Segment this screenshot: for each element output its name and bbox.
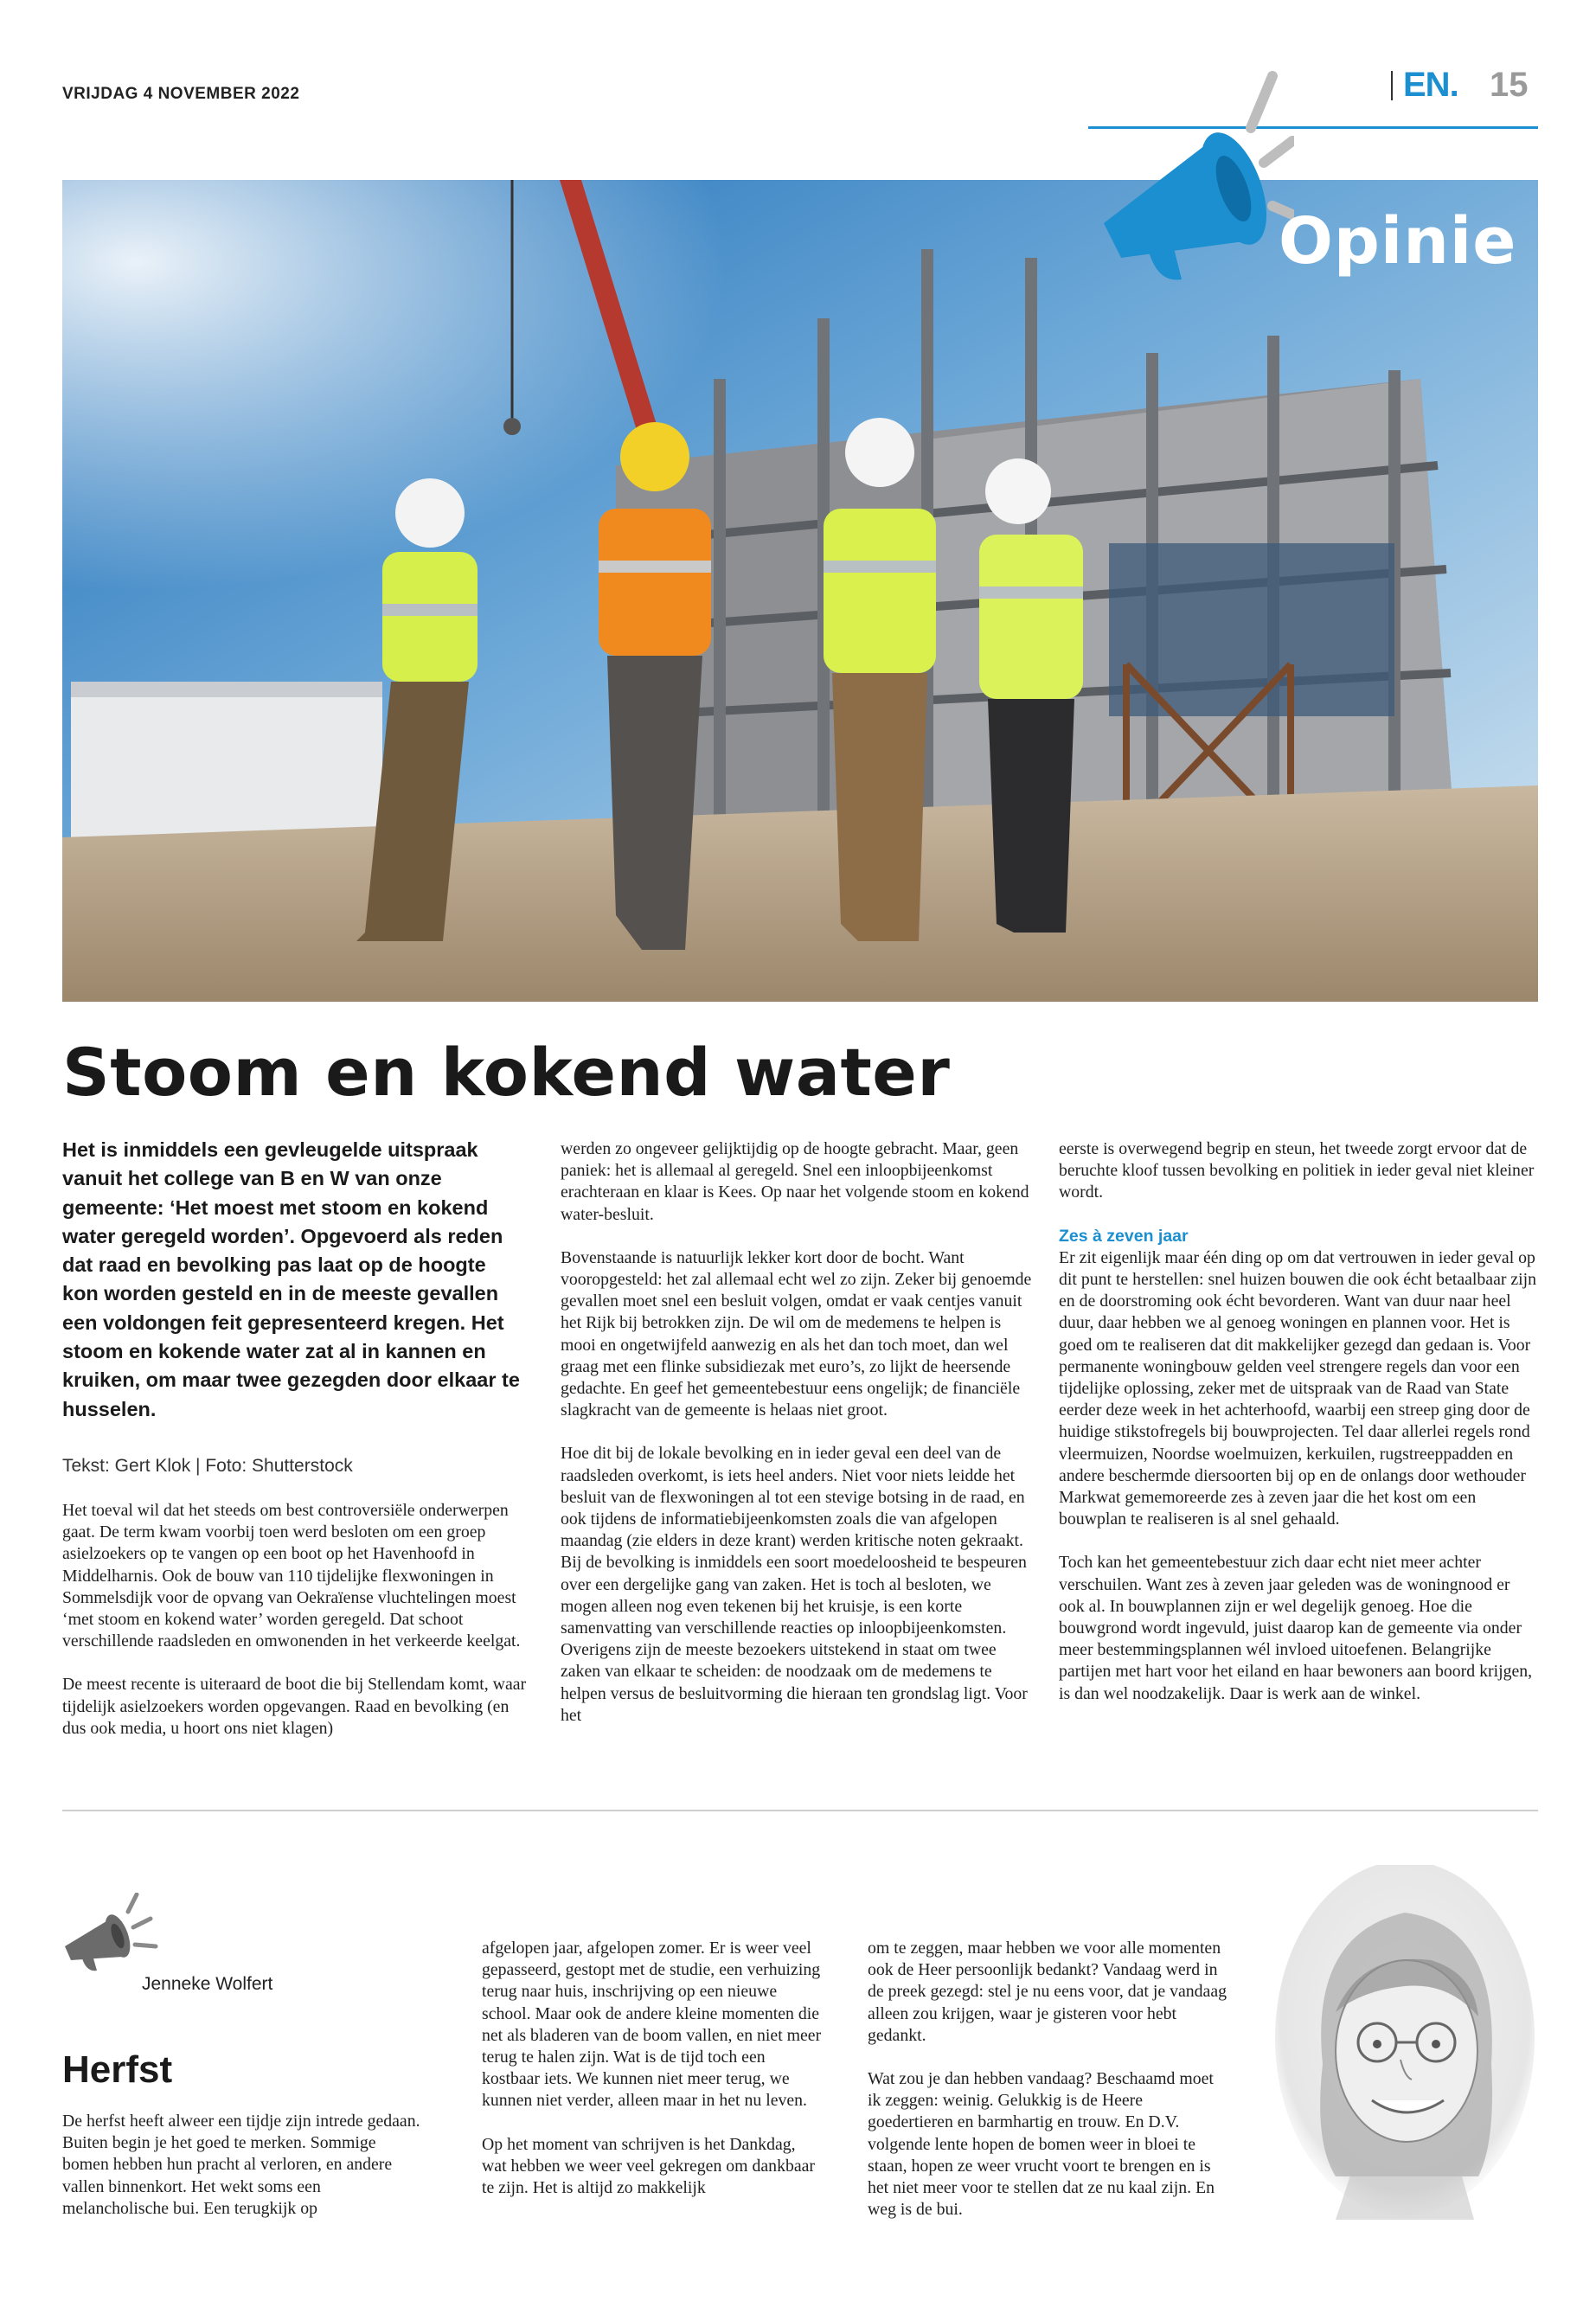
article-column-2 xyxy=(561,1138,1035,1748)
column-text-1 xyxy=(62,2111,426,2241)
paragraph: eerste is overwegend begrip en steun, het tweede zorgt ervoor dat de beruchte kloof tussen bevolking en politiek in ieder geval niet kleiner wordt. xyxy=(1059,1139,1535,1202)
column-title: Herfst xyxy=(62,2048,173,2091)
article-lead: Het is inmiddels een gevleugelde uitspraak vanuit het college van B en W van onze gemeente: ‘Het moest met stoom en kokend water geregeld worden’. Opgevoerd als reden dat raad en bevolking pas laat op de hoogte kon worden gesteld en in de meeste gevallen een voldongen feit gepresenteerd kregen. Het stoom en kokende water zat al in kannen en kruiken, om maar twee gezegden door elkaar te husselen. xyxy=(62,1138,520,1420)
newspaper-logo: EN. xyxy=(1403,66,1458,104)
paragraph: afgelopen jaar, afgelopen zomer. Er is weer veel gepasseerd, gestopt met de studie, een verhuizing terug naar huis, inschrijving op een nieuwe school. Maar ook de andere kleine momenten die net als bladeren van de boom vallen, en niet meer terug te halen zijn. Wat is de tijd toch een kostbaar iets. We kunnen niet meer terug, we kunnen niet verder, alleen maar in het nu leven. xyxy=(482,1939,822,2111)
paragraph: Hoe dit bij de lokale bevolking en in ieder geval een deel van de raadsleden overkomt, is iets heel anders. Niet voor niets leidde het besluit van de flexwoningen al tot een stevige botsing in de raad, en ook tijdens de informatiebijeenkomsten zoals die van afgelopen maandag (zie elders in deze krant) werden kritische noten gekraakt. Bij de bevolking is inmiddels een soort moedeloosheid te bespeuren over een dergelijke gang van zaken. Het is toch al besloten, we mogen alleen nog even tekenen bij het kruisje, is een korte samenvatting van verschillende reacties op inloopbijeenkomsten. Overigens zijn de meeste bezoekers uitstekend in staat om twee zaken van elkaar te scheiden: de noodzaak om de medemens te helpen versus de besluitvorming die hieraan ten grondslag ligt. Voor het xyxy=(561,1444,1028,1725)
page-number: 15 xyxy=(1490,66,1529,104)
hero-photo xyxy=(62,180,1538,1002)
paragraph: Het toeval wil dat het steeds om best controversiële onderwerpen gaat. De term kwam voorbij toen werd besloten om een groep asielzoekers op te vangen op een boot op het Havenhoofd in Middelharnis. Ook de bouw van 110 tijdelijke flexwoningen in Sommelsdijk voor de opvang van Oekraïense vluchtelingen moest ‘met stoom en kokend water’ worden geregeld. Dat schoot verschillende raadsleden en omwonenden in het verkeerde keelgat. xyxy=(62,1501,521,1651)
issue-date: VRIJDAG 4 NOVEMBER 2022 xyxy=(62,85,300,103)
paragraph: De herfst heeft alweer een tijdje zijn intrede gedaan. Buiten begin je het goed te merken. Sommige bomen hebben hun pracht al verloren, en andere vallen binnenkort. Het wekt soms een melancholische bui. Een terugkijk op xyxy=(62,2112,420,2218)
megaphone-icon xyxy=(1086,67,1294,292)
paragraph: Er zit eigenlijk maar één ding op om dat vertrouwen in ieder geval op dit punt te herstellen: snel huizen bouwen die ook écht betaalbaar zijn en de doorstroming ook écht bevorderen. Want van duur naar heel duur, daar hebben we al genoeg woningen en plannen voor. Het is goed om te realiseren dat dit makkelijker gezegd dan gedaan is. Voor permanente woningbouw gelden veel strengere regels dan voor een tijdelijke oplossing, zeker met de uitspraak van de Raad van State eerder deze week in het achterhoofd, waarbij een streep ging door de huidige stikstofregels bij bouwprojecten. Tel daar allerlei regels rond vleermuizen, Noordse woelmuizen, kerkuilen, rugstreeppadden en andere beschermde diersoorten bij op en de onlangs door wethouder Markwat gememoreerde zes à zeven jaar die het kost om een bouwplan te realiseren is al snel gehaald. xyxy=(1059,1247,1537,1529)
paragraph: om te zeggen, maar hebben we voor alle momenten ook de Heer persoonlijk bedankt? Vandaag werd in de preek gezegd: stel je nu eens voor, dat je vandaag alleen zou krijgen, waar je gisteren voor hebt gedankt. xyxy=(868,1939,1227,2045)
column-author: Jenneke Wolfert xyxy=(142,1974,273,1994)
header-separator xyxy=(1391,71,1393,100)
section-title: Opinie xyxy=(1279,204,1517,279)
paragraph: De meest recente is uiteraard de boot die bij Stellendam komt, waar tijdelijk asielzoekers worden opgevangen. Raad en bevolking (en dus ook media, u hoort ons niet klagen) xyxy=(62,1675,527,1738)
author-portrait xyxy=(1275,1865,1535,2220)
column-text-2 xyxy=(482,1938,824,2221)
paragraph: Toch kan het gemeentebestuur zich daar echt niet meer achter verschuilen. Want zes à zeven jaar geleden was de woningnood er ook al. In bouwplannen zijn er wel degelijk genoeg. Hoe die bouwgrond wordt ingevuld, juist daarop kan de gemeente via onder meer bestemmingsplannen wél invloed uitoefenen. Belangrijke partijen met hart voor het eiland en haar bewoners aan boord krijgen, is dan wel noodzakelijk. Daar is werk aan de winkel. xyxy=(1059,1553,1533,1703)
article-column-1 xyxy=(62,1500,529,1761)
column-text-3 xyxy=(868,1938,1231,2242)
article-subheading: Zes à zeven jaar xyxy=(1059,1226,1189,1246)
paragraph: Bovenstaande is natuurlijk lekker kort door de bocht. Want vooropgesteld: het zal allemaal echt wel zo zijn. Zeker bij genoemde gevallen moet snel een besluit volgen, omdat er vaak centjes vanuit het Rijk bij betrokken zijn. De wil om de medemens te helpen is mooi en ongetwijfeld aanwezig en als het dan toch moet, dan wel graag met een flinke subsidiezak met euro’s, zo lijkt de heersende gedachte. En geef het gemeentebestuur eens ongelijk; de financiële slagkracht van de gemeente is helaas niet groot. xyxy=(561,1247,1032,1420)
paragraph: Op het moment van schrijven is het Dankdag, wat hebben we weer veel gekregen om dankbaar te zijn. Het is altijd zo makkelijk xyxy=(482,2134,816,2198)
article-column-3 xyxy=(1059,1138,1538,1727)
paragraph: werden zo ongeveer gelijktijdig op de hoogte gebracht. Maar, geen paniek: het is allemaal al geregeld. Snel een inloopbijeenkomst erachteraan en klaar is Kees. Op naar het volgende stoom en kokend water-besluit. xyxy=(561,1139,1029,1224)
section-divider xyxy=(62,1810,1538,1811)
article-credit: Tekst: Gert Klok | Foto: Shutterstock xyxy=(62,1456,353,1476)
megaphone-icon xyxy=(61,1893,163,1972)
paragraph: Wat zou je dan hebben vandaag? Beschaamd moet ik zeggen: weinig. Gelukkig is de Heere goedertieren en barmhartig en trouw. En D.V. volgende lente hopen de bomen weer in bloei te staan, hopen ze weer vrucht voort te brengen en is het niet meer voor te stellen dat ze nu kaal zijn. En weg is de bui. xyxy=(868,2069,1215,2220)
article-headline: Stoom en kokend water xyxy=(62,1034,951,1111)
